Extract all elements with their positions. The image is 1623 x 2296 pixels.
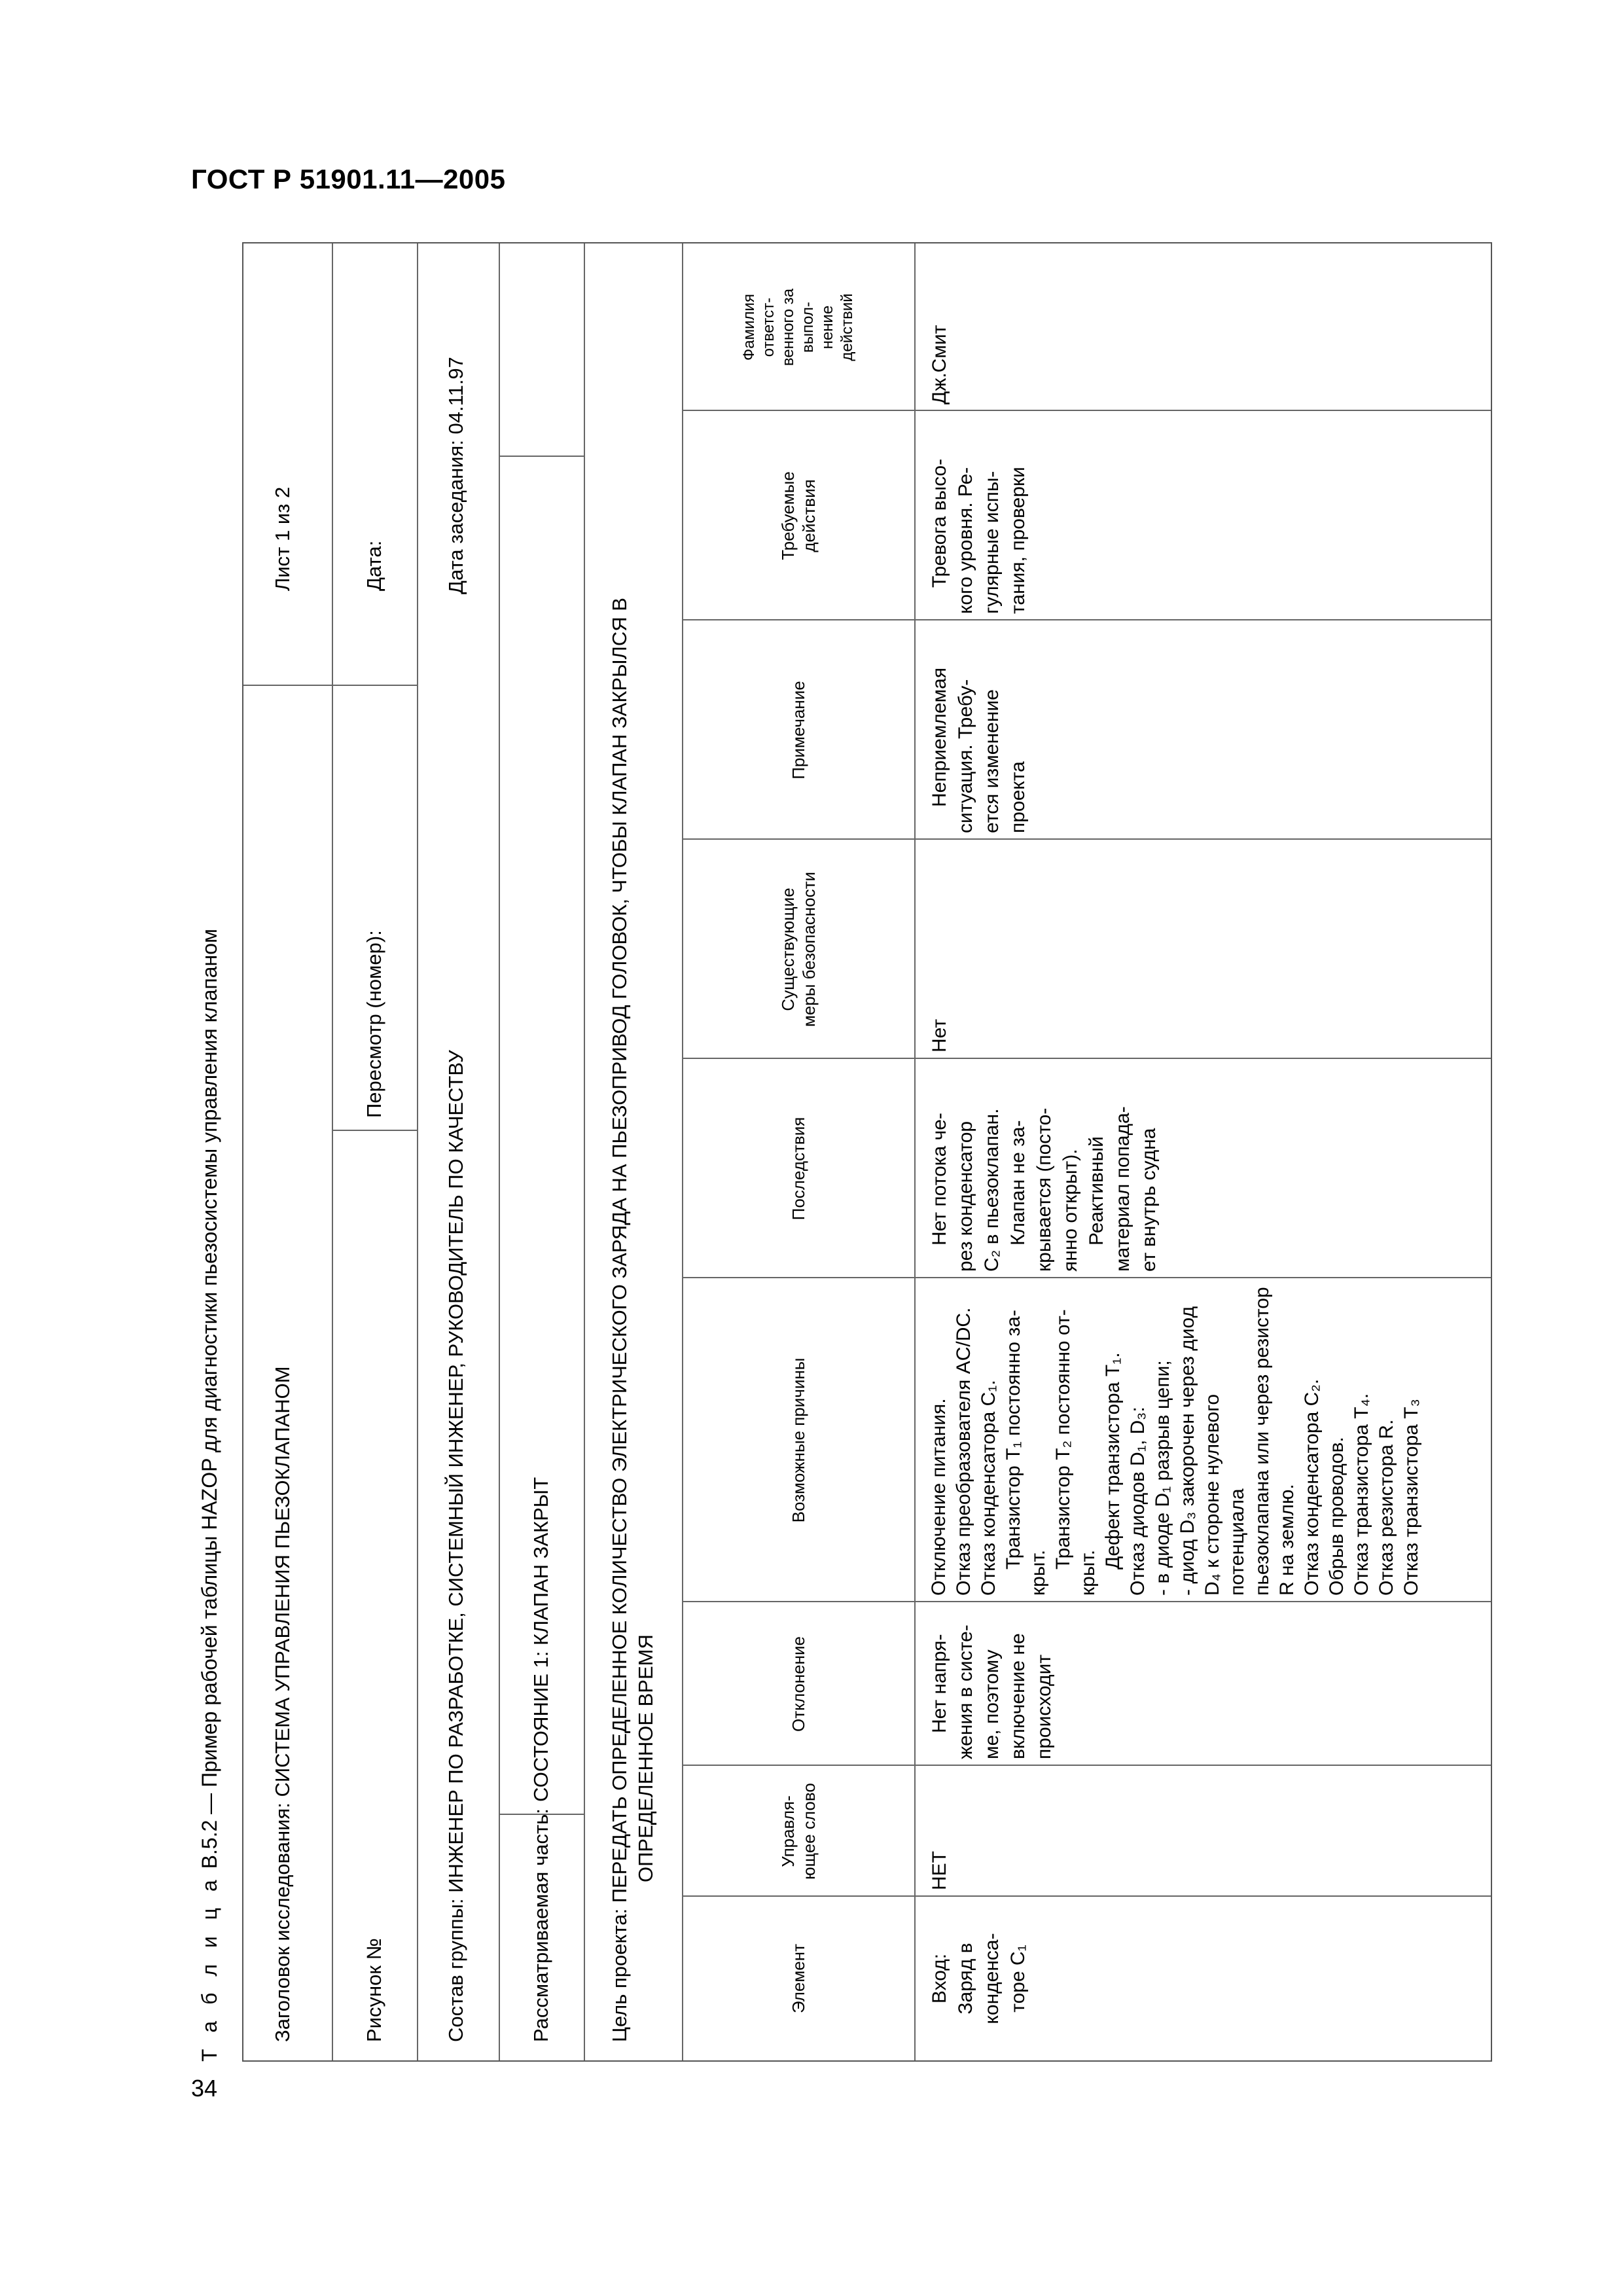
table-caption xyxy=(190,229,242,2062)
design-intent-line2: ОПРЕДЕЛЕННОЕ ВРЕМЯ xyxy=(634,1634,657,1882)
column-header-element: Элемент xyxy=(788,1943,808,2014)
column-header-deviation: Отклонение xyxy=(788,1636,808,1732)
rotated-table-page xyxy=(190,229,1499,2062)
column-header-consequences: Последствия xyxy=(788,1117,808,1221)
divider xyxy=(332,685,417,686)
cell-consequences: Нет потока че- рез конденсатор C₂ в пьезоклапан. Клапан не за- крывается (посто- янно открыт). Реактивный материал попада- ет внутрь судна xyxy=(929,1106,1160,1272)
date-label: Дата: xyxy=(363,540,385,591)
meeting-date: Дата заседания: 04.11.97 xyxy=(444,357,467,594)
divider xyxy=(332,1130,417,1131)
cell-responsible: Дж.Смит xyxy=(929,325,950,404)
part-considered-value: СОСТОЯНИЕ 1: КЛАПАН ЗАКРЫТ xyxy=(529,1477,552,1802)
column-header-responsible: Фамилия ответст- венного за выпол- нение действий xyxy=(740,288,856,367)
cell-actions: Тревога высо- кого уровня. Ре- гулярные испы- тания, проверки xyxy=(929,458,1029,614)
column-header-causes: Возможные причины xyxy=(788,1357,808,1523)
team-composition: Состав группы: ИНЖЕНЕР ПО РАЗРАБОТКЕ, СИСТЕМНЫЙ ИНЖЕНЕР, РУКОВОДИТЕЛЬ ПО КАЧЕСТВУ xyxy=(444,1050,467,2042)
sheet-number: Лист 1 из 2 xyxy=(271,486,294,591)
cell-guideword: НЕТ xyxy=(929,1851,950,1890)
column-header-safeguards: Существующие меры безопасности xyxy=(777,871,819,1028)
column-header-guideword: Управля- ющее слово xyxy=(777,1783,819,1880)
divider xyxy=(499,243,500,2060)
column-header-comments: Примечание xyxy=(788,681,808,780)
column-header-actions: Требуемые действия xyxy=(777,471,819,560)
divider xyxy=(499,456,584,457)
drawing-number-label: Рисунок № xyxy=(363,1938,385,2042)
revision-label: Пересмотр (номер): xyxy=(363,930,385,1118)
cell-comments: Неприемлемая ситуация. Требу- ется изменение проекта xyxy=(929,667,1029,833)
divider xyxy=(332,243,333,2060)
page-number: 34 xyxy=(191,2075,218,2102)
design-intent-line1: Цель проекта: ПЕРЕДАТЬ ОПРЕДЕЛЕННОЕ КОЛИЧЕСТВО ЭЛЕКТРИЧЕСКОГО ЗАРЯДА НА ПЬЕЗОПРИВОД ГОЛОВОК, ЧТОБЫ КЛАПАН ЗАКРЫЛСЯ В xyxy=(608,598,631,2042)
study-title: Заголовок исследования: СИСТЕМА УПРАВЛЕНИЯ ПЬЕЗОКЛАПАНОМ xyxy=(271,1366,294,2042)
caption-text: В.5.2 — Пример рабочей таблицы HAZOP для диагностики пьезосистемы управления клапаном xyxy=(198,928,221,1869)
part-considered-label: Рассматриваемая часть: xyxy=(529,1808,552,2042)
cell-safeguards: Нет xyxy=(929,1018,950,1052)
divider xyxy=(914,243,916,2060)
divider xyxy=(417,243,418,2060)
divider xyxy=(584,243,585,2060)
hazop-worksheet xyxy=(242,242,1492,2062)
cell-deviation: Нет напря- жения в систе- ме, поэтому включение не происходит xyxy=(929,1624,1055,1759)
divider xyxy=(243,685,332,686)
cell-causes: Отключение питания. Отказ преобразователя AC/DC. Отказ конденсатора C₁. Транзистор T₁ постоянно за- крыт. Транзистор T₂ постоянно от- крыт. Дефект транзистора T₁. Отказ диодов D₁, D₃: - в диоде D₁ разрыв цепи; - диод D₃ закорочен через диод D₄ к стороне нулевого потенциала пьезоклапана или через резистор R на землю. Отказ конденсатора C₂. Обрыв проводов. Отказ транзистора T₄. Отказ резистора R. Отказ транзистора T₃ xyxy=(928,1287,1422,1596)
standard-header: ГОСТ Р 51901.11—2005 xyxy=(191,164,506,194)
caption-prefix: Т а б л и ц а xyxy=(198,1874,221,2062)
cell-element: Вход: Заряд в конденса- торе C₁ xyxy=(929,1933,1029,2024)
